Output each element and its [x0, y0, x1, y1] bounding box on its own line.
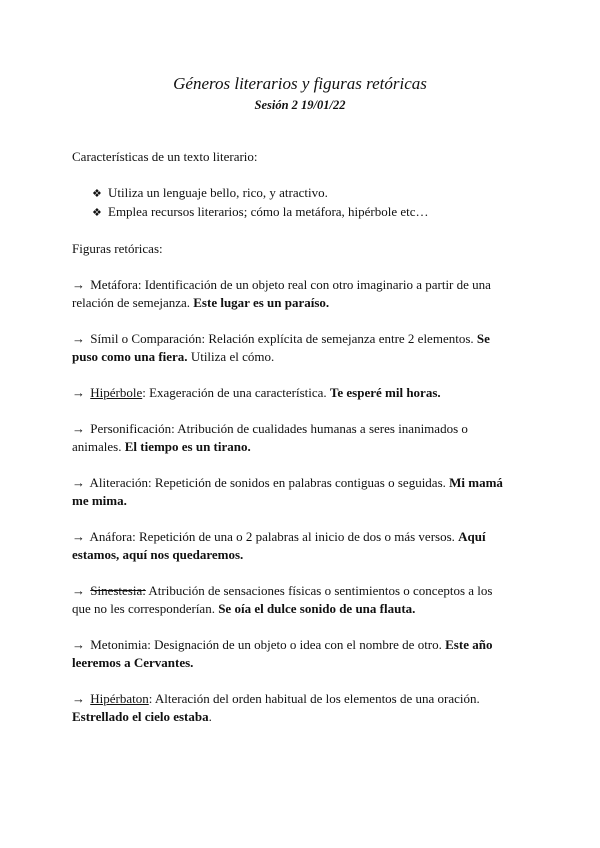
figure-term: Hipérbaton [90, 691, 149, 706]
figure-term: Hipérbole [90, 385, 143, 400]
figures-heading: Figuras retóricas: [72, 241, 163, 256]
figure-example: Se puso como una fiera. [72, 331, 490, 364]
figure-tail: . [208, 709, 212, 724]
arrow-icon: → [72, 529, 85, 544]
diamond-bullet-icon: ❖ [92, 207, 102, 219]
figure-example: Mi mamá me mima. [72, 475, 503, 508]
diamond-bullet-icon: ❖ [92, 188, 102, 200]
arrow-icon: → [72, 421, 85, 436]
figure-example: Este lugar es un paraíso. [193, 295, 330, 310]
figure-aliteracion [72, 474, 512, 510]
figure-term: Personificación [90, 421, 172, 436]
arrow-icon: → [72, 691, 85, 706]
figure-simil [72, 330, 512, 366]
figure-sinestesia [72, 582, 512, 618]
figure-example: El tiempo es un tirano. [124, 439, 251, 454]
figure-metafora [72, 276, 512, 312]
arrow-icon: → [72, 637, 85, 652]
document-title: Géneros literarios y figuras retóricas [173, 74, 427, 93]
figure-example: Estrellado el cielo estaba [72, 709, 209, 724]
figure-definition: : Repetición de sonidos en palabras contiguas o seguidas. [148, 475, 450, 490]
figure-term: Aliteración [89, 475, 149, 490]
arrow-icon: → [72, 331, 85, 346]
list-item [92, 184, 512, 203]
figure-hiperbole [72, 384, 512, 402]
intro-heading: Características de un texto literario: [72, 149, 258, 164]
figure-anafora [72, 528, 512, 564]
figure-term: Metonimia [90, 637, 148, 652]
figure-tail: Utiliza el cómo. [187, 349, 275, 364]
figure-definition: : Repetición de una o 2 palabras al inicio de dos o más versos. [132, 529, 459, 544]
arrow-icon: → [72, 277, 85, 292]
figure-metonimia [72, 636, 512, 672]
figure-hiperbaton [72, 690, 512, 726]
figure-definition: : Exageración de una característica. [142, 385, 330, 400]
figure-term: Anáfora [89, 529, 133, 544]
figure-term: Símil o Comparación [90, 331, 202, 346]
figure-definition: : Atribución de cualidades humanas a seres inanimados o animales. [72, 421, 468, 454]
arrow-icon: → [72, 385, 85, 400]
figure-definition: : Relación explícita de semejanza entre 2 elementos. [201, 331, 477, 346]
figure-example: Este año leeremos a Cervantes. [72, 637, 493, 670]
figure-example: Te esperé mil horas. [329, 385, 441, 400]
figure-term: Metáfora [90, 277, 138, 292]
figure-definition: : Identificación de un objeto real con otro imaginario a partir de una relación de semejanza. [72, 277, 491, 310]
session-date: Sesión 2 19/01/22 [254, 98, 346, 112]
figure-definition: Atribución de sensaciones físicas o sentimientos o conceptos a los que no les corresponderían. [72, 583, 493, 616]
arrow-icon: → [72, 475, 85, 490]
arrow-icon: → [72, 583, 85, 598]
figure-definition: : Alteración del orden habitual de los elementos de una oración. [148, 691, 480, 706]
figure-definition: : Designación de un objeto o idea con el nombre de otro. [147, 637, 446, 652]
list-item-text: Utiliza un lenguaje bello, rico, y atractivo. [108, 185, 328, 200]
characteristics-list [72, 184, 512, 222]
document-body [72, 148, 512, 744]
figure-term: Sinestesia: [90, 583, 146, 598]
list-item [92, 203, 512, 222]
figure-personificacion [72, 420, 512, 456]
figure-example: Aquí estamos, aquí nos quedaremos. [72, 529, 486, 562]
list-item-text: Emplea recursos literarios; cómo la metáfora, hipérbole etc… [108, 204, 429, 219]
figure-example: Se oía el dulce sonido de una flauta. [218, 601, 416, 616]
